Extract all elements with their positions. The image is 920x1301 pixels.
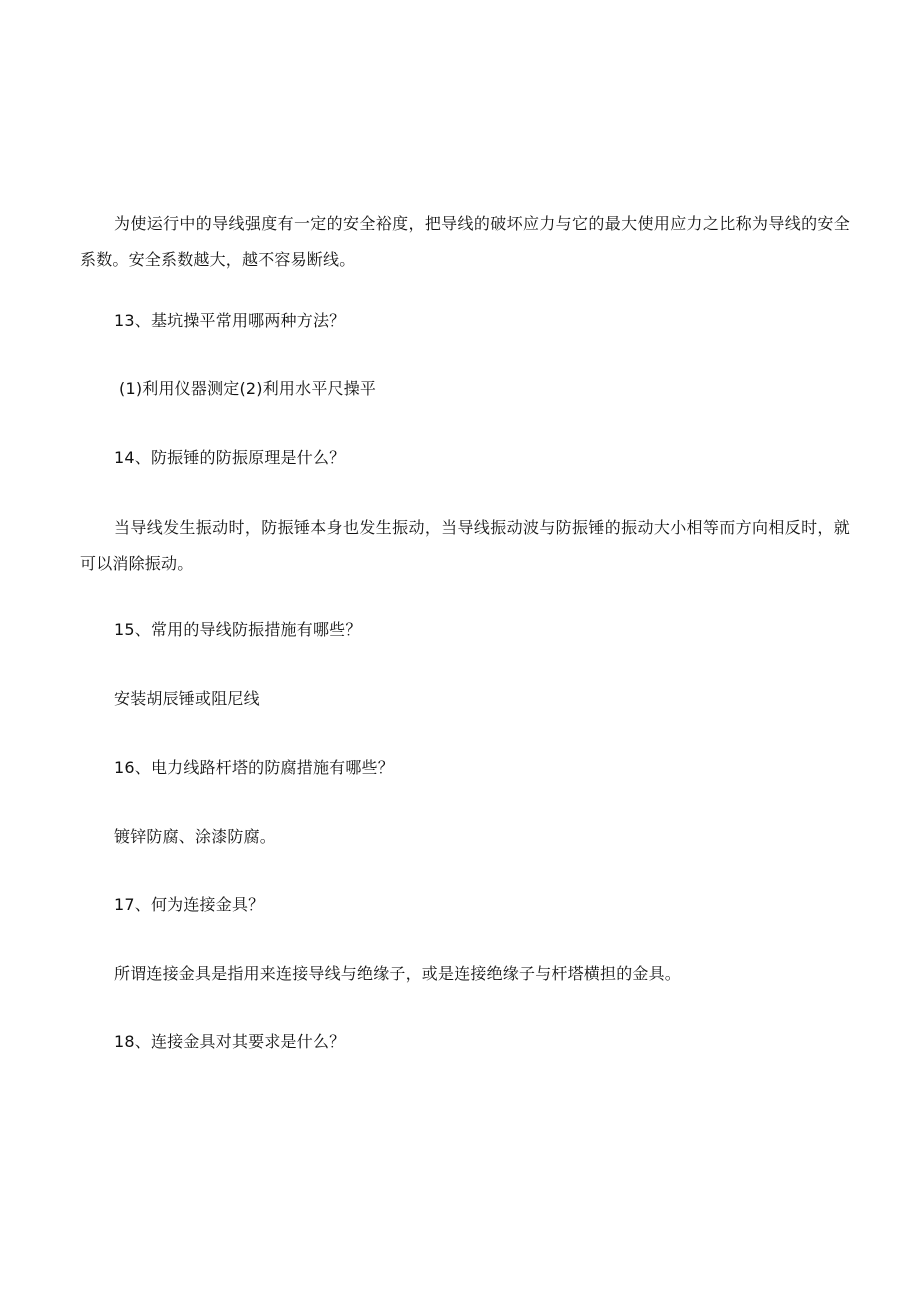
question-16: 16、电力线路杆塔的防腐措施有哪些？ bbox=[114, 758, 394, 777]
answer-16: 镀锌防腐、涂漆防腐。 bbox=[114, 827, 277, 846]
paragraph-safety-factor: 为使运行中的导线强度有一定的安全裕度，把导线的破坏应力与它的最大使用应力之比称为导线的安全系数。安全系数越大，越不容易断线。 bbox=[80, 214, 850, 269]
answer-14: 当导线发生振动时，防振锤本身也发生振动，当导线振动波与防振锤的振动大小相等而方向相反时，就可以消除振动。 bbox=[80, 518, 850, 573]
question-15: 15、常用的导线防振措施有哪些？ bbox=[114, 620, 362, 639]
answer-13: (1)利用仪器测定(2)利用水平尺操平 bbox=[119, 379, 377, 398]
question-18: 18、连接金具对其要求是什么？ bbox=[114, 1032, 346, 1051]
question-14: 14、防振锤的防振原理是什么？ bbox=[114, 448, 346, 467]
question-17: 17、何为连接金具？ bbox=[114, 895, 265, 914]
answer-17: 所谓连接金具是指用来连接导线与绝缘子，或是连接绝缘子与杆塔横担的金具。 bbox=[114, 964, 682, 983]
question-13: 13、基坑操平常用哪两种方法？ bbox=[114, 311, 346, 330]
answer-15: 安装胡辰锤或阻尼线 bbox=[114, 689, 260, 708]
